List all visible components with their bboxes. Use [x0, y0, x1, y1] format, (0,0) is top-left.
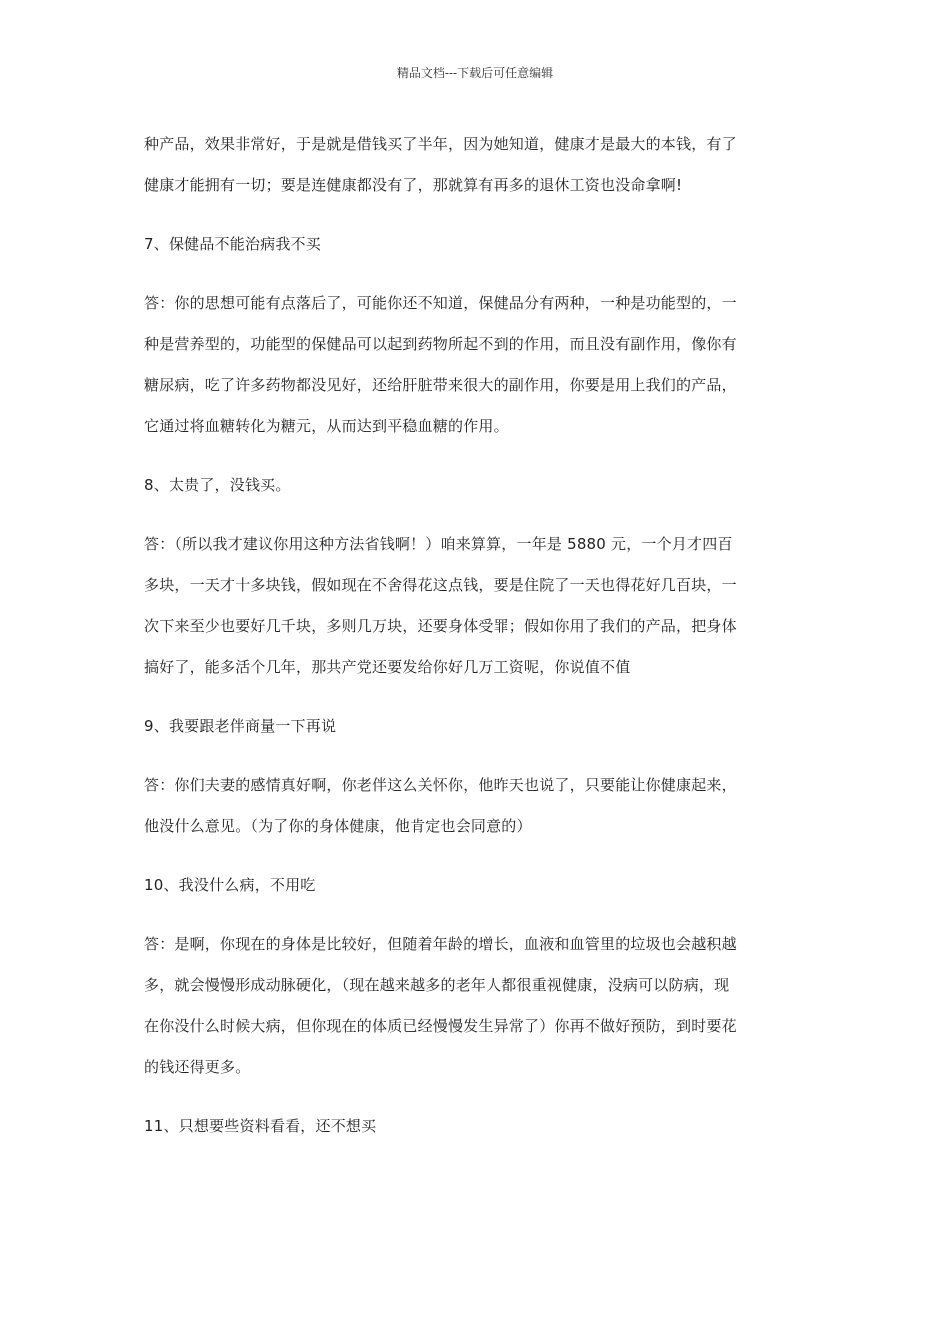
- paragraph-gap: [144, 447, 804, 465]
- document-body: [144, 124, 804, 1147]
- text-line: 多块，一天才十多块钱，假如现在不舍得花这点钱，要是住院了一天也得花好几百块，一: [144, 576, 737, 594]
- paragraph-gap: [144, 847, 804, 865]
- paragraph: [144, 1106, 804, 1147]
- paragraph: [144, 124, 804, 206]
- paragraph: [144, 283, 804, 447]
- paragraph: [144, 706, 804, 747]
- text-line: 9、我要跟老伴商量一下再说: [144, 717, 337, 735]
- paragraph-gap: [144, 1088, 804, 1106]
- text-line: 它通过将血糖转化为糖元，从而达到平稳血糖的作用。: [144, 417, 509, 435]
- paragraph: [144, 524, 804, 688]
- paragraph: [144, 465, 804, 506]
- page-header: 精品文档---下载后可任意编辑: [396, 66, 554, 80]
- paragraph: [144, 765, 804, 847]
- paragraph: [144, 224, 804, 265]
- text-line: 答：你们夫妻的感情真好啊，你老伴这么关怀你，他昨天也说了，只要能让你健康起来，: [144, 776, 737, 794]
- text-line: 种产品，效果非常好，于是就是借钱买了半年，因为她知道，健康才是最大的本钱，有了: [144, 135, 737, 153]
- paragraph-gap: [144, 265, 804, 283]
- paragraph-gap: [144, 688, 804, 706]
- text-line: 多，就会慢慢形成动脉硬化，（现在越来越多的老年人都很重视健康，没病可以防病，现: [144, 976, 730, 994]
- text-line: 答：你的思想可能有点落后了，可能你还不知道，保健品分有两种，一种是功能型的，一: [144, 294, 737, 312]
- text-line: 糖尿病，吃了许多药物都没见好，还给肝脏带来很大的副作用，你要是用上我们的产品，: [144, 376, 737, 394]
- text-line: 搞好了，能多活个几年，那共产党还要发给你好几万工资呢，你说值不值: [144, 658, 631, 676]
- text-line: 次下来至少也要好几千块，多则几万块，还要身体受罪；假如你用了我们的产品，把身体: [144, 617, 737, 635]
- text-line: 10、我没什么病，不用吃: [144, 876, 316, 894]
- text-line: 11、只想要些资料看看，还不想买: [144, 1117, 377, 1135]
- text-line: 的钱还得更多。: [144, 1058, 251, 1076]
- text-line: 他没什么意见。（为了你的身体健康，他肯定也会同意的）: [144, 817, 532, 835]
- paragraph-gap: [144, 506, 804, 524]
- text-line: 7、保健品不能治病我不买: [144, 235, 321, 253]
- paragraph: [144, 924, 804, 1088]
- text-line: 答：是啊，你现在的身体是比较好，但随着年龄的增长，血液和血管里的垃圾也会越积越: [144, 935, 737, 953]
- paragraph-gap: [144, 906, 804, 924]
- paragraph-gap: [144, 747, 804, 765]
- paragraph: [144, 865, 804, 906]
- text-line: 8、太贵了，没钱买。: [144, 476, 291, 494]
- text-line: 答：（所以我才建议你用这种方法省钱啊！）咱来算算，一年是 5880 元，一个月才四百: [144, 535, 733, 553]
- paragraph-gap: [144, 206, 804, 224]
- text-line: 健康才能拥有一切；要是连健康都没有了，那就算有再多的退休工资也没命拿啊!: [144, 176, 683, 194]
- text-line: 在你没什么时候大病，但你现在的体质已经慢慢发生异常了）你再不做好预防，到时要花: [144, 1017, 737, 1035]
- text-line: 种是营养型的，功能型的保健品可以起到药物所起不到的作用，而且没有副作用，像你有: [144, 335, 737, 353]
